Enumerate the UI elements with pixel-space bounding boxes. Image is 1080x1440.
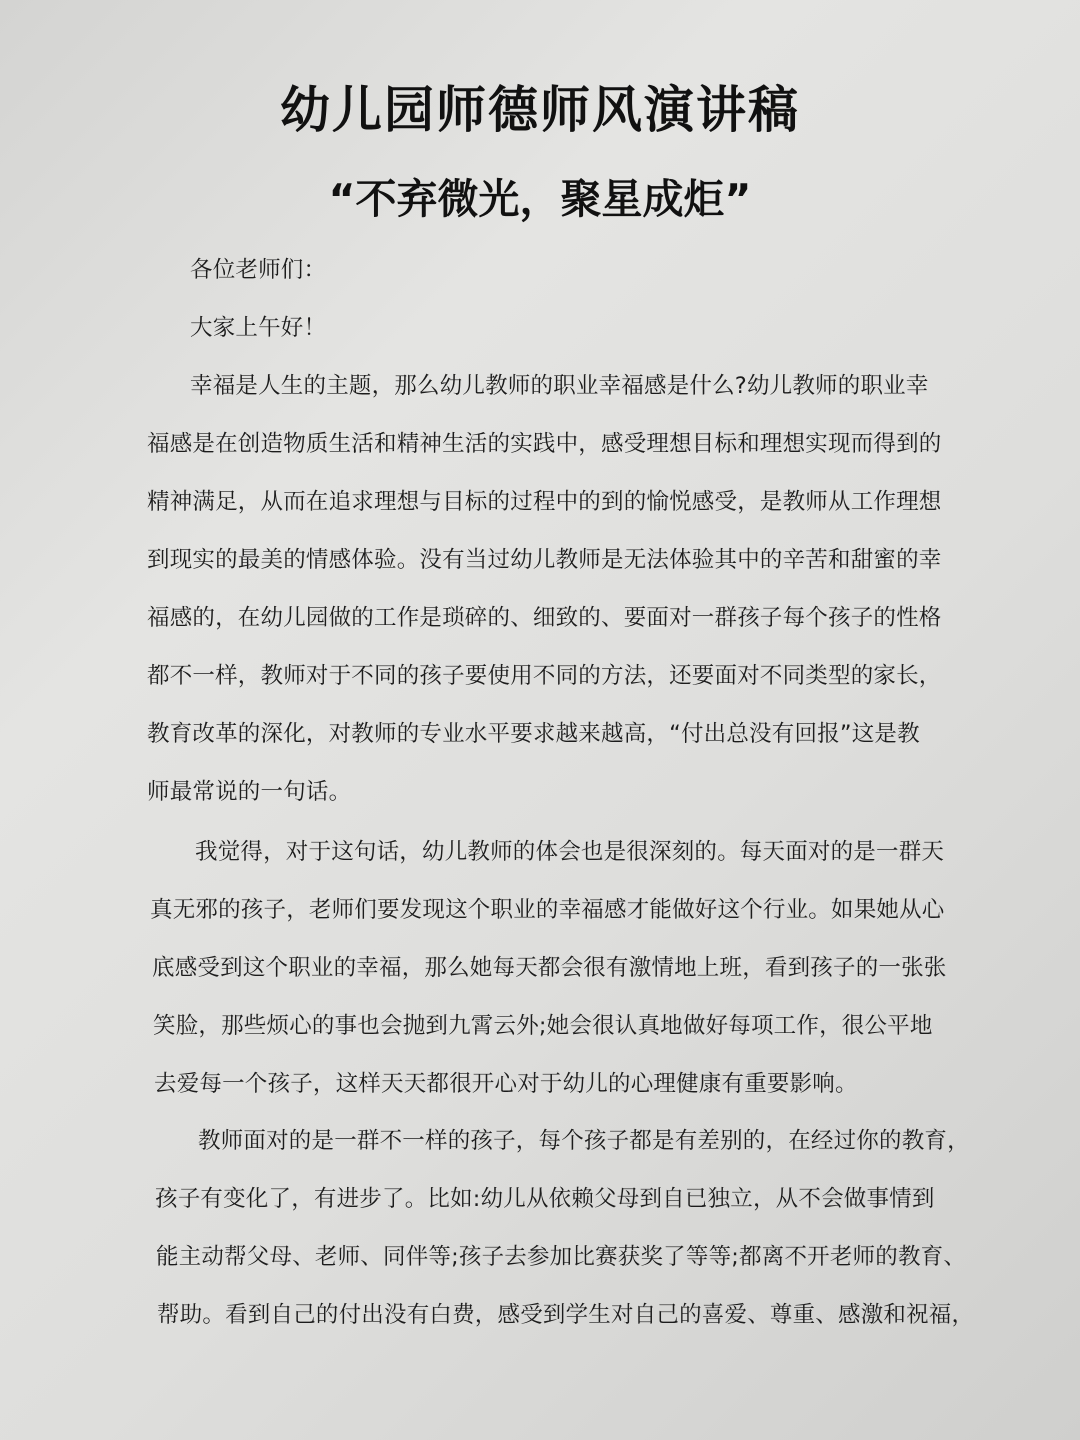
document-title: 幼儿园师德师风演讲稿 bbox=[280, 81, 800, 139]
paragraph-1-line: 精神满足，从而在追求理想与目标的过程中的到的愉悦感受，是教师从工作理想 bbox=[147, 489, 942, 515]
paragraph-2-line: 我觉得，对于这句话，幼儿教师的体会也是很深刻的。每天面对的是一群天 bbox=[195, 839, 945, 865]
paragraph-1-line: 教育改革的深化，对教师的专业水平要求越来越高，“付出总没有回报”这是教 bbox=[147, 721, 920, 747]
document-subtitle: “不弃微光，聚星成炬” bbox=[328, 175, 752, 223]
paragraph-3-line: 能主动帮父母、老师、同伴等;孩子去参加比赛获奖了等等;都离不开老师的教育、 bbox=[156, 1244, 967, 1270]
paragraph-2-line: 去爱每一个孩子，这样天天都很开心对于幼儿的心理健康有重要影响。 bbox=[154, 1071, 858, 1097]
paragraph-2-line: 笑脸，那些烦心的事也会抛到九霄云外;她会很认真地做好每项工作，很公平地 bbox=[153, 1013, 933, 1039]
paragraph-1-line: 到现实的最美的情感体验。没有当过幼儿教师是无法体验其中的辛苦和甜蜜的幸 bbox=[147, 547, 942, 573]
greeting: 大家上午好！ bbox=[190, 315, 327, 341]
paragraph-2-line: 真无邪的孩子，老师们要发现这个职业的幸福感才能做好这个行业。如果她从心 bbox=[150, 897, 945, 923]
paragraph-1-line: 幸福是人生的主题，那么幼儿教师的职业幸福感是什么?幼儿教师的职业幸 bbox=[190, 373, 929, 399]
paragraph-2-line: 底感受到这个职业的幸福，那么她每天都会很有激情地上班，看到孩子的一张张 bbox=[152, 955, 947, 981]
salutation: 各位老师们： bbox=[190, 257, 327, 283]
paragraph-1-line: 都不一样，教师对于不同的孩子要使用不同的方法，还要面对不同类型的家长， bbox=[147, 663, 942, 689]
paragraph-1-line: 师最常说的一句话。 bbox=[147, 779, 352, 805]
paragraph-3-line: 孩子有变化了，有进步了。比如:幼儿从依赖父母到自已独立，从不会做事情到 bbox=[155, 1186, 935, 1212]
paragraph-3-line: 教师面对的是一群不一样的孩子，每个孩子都是有差别的，在经过你的教育， bbox=[198, 1128, 970, 1154]
paragraph-1-line: 福感的，在幼儿园做的工作是琐碎的、细致的、要面对一群孩子每个孩子的性格 bbox=[147, 605, 942, 631]
paragraph-1-line: 福感是在创造物质生活和精神生活的实践中，感受理想目标和理想实现而得到的 bbox=[147, 431, 942, 457]
paragraph-3-line: 帮助。看到自己的付出没有白费，感受到学生对自己的喜爱、尊重、感激和祝福， bbox=[157, 1302, 975, 1328]
